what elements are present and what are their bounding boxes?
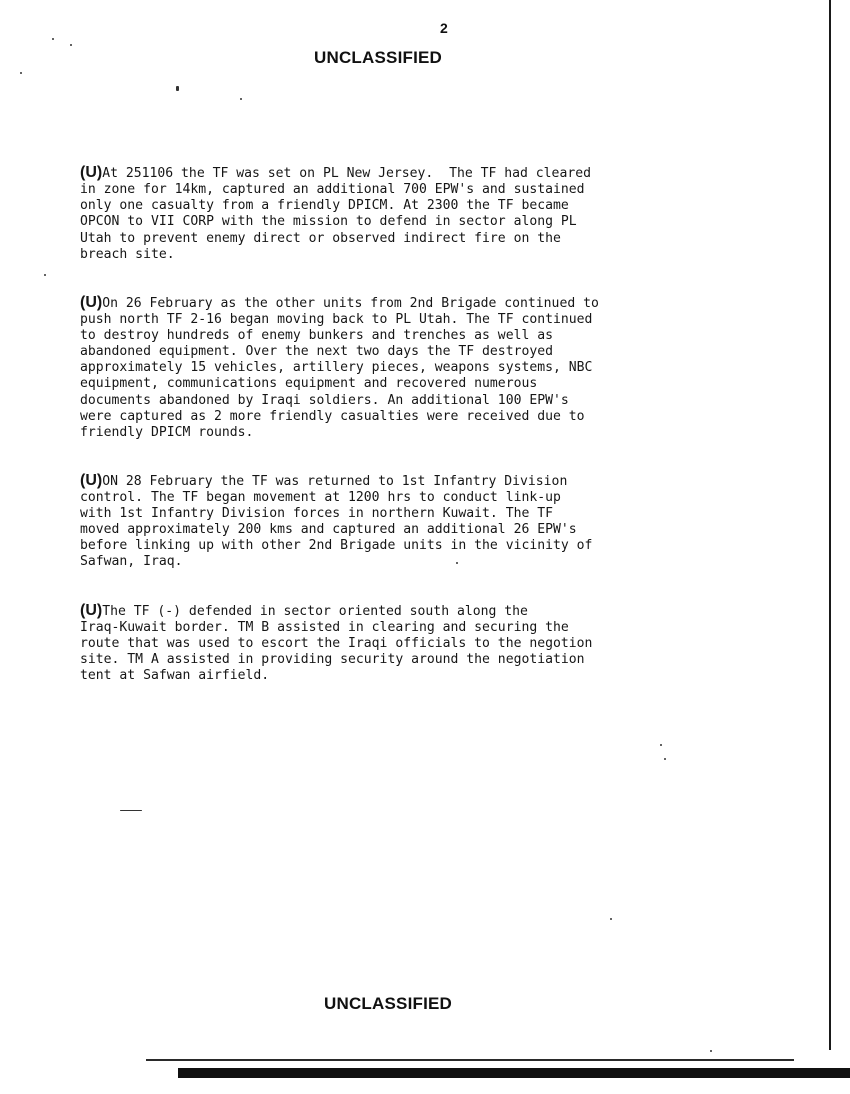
paragraph-line: OPCON to VII CORP with the mission to defend in sector along PL (80, 214, 577, 230)
scan-speck (176, 86, 179, 91)
classification-header: UNCLASSIFIED (314, 48, 443, 67)
paragraph-line: breach site. (80, 246, 175, 262)
paragraph-line: in zone for 14km, captured an additional 700 EPW's and sustained (80, 182, 585, 198)
scan-speck (456, 562, 458, 564)
paragraph-line: ON 28 February the TF was returned to 1st Infantry Division (102, 473, 568, 489)
classification-footer: UNCLASSIFIED (324, 994, 453, 1013)
paragraph-line: site. TM A assisted in providing security around the negotiation (80, 652, 585, 667)
paragraph-line: friendly DPICM rounds. (80, 424, 254, 440)
bottom-border-bar (178, 1068, 850, 1078)
paragraph-line: were captured as 2 more friendly casualties were received due to (80, 408, 585, 424)
scan-speck (660, 744, 662, 746)
scan-speck (710, 1050, 712, 1052)
scan-speck (664, 758, 666, 760)
classification-marking: (U) (80, 471, 103, 489)
right-border-line (829, 0, 831, 1050)
paragraph-line: route that was used to escort the Iraqi officials to the negotion (80, 635, 593, 651)
scan-speck (120, 810, 142, 811)
paragraph-line: abandoned equipment. Over the next two days the TF destroyed (80, 344, 553, 360)
paragraph-2 (80, 295, 740, 441)
scan-speck (240, 98, 242, 100)
paragraph-line: push north TF 2-16 began moving back to PL Utah. The TF continued (80, 312, 593, 328)
paragraph-line: control. The TF began movement at 1200 hrs to conduct link-up (80, 490, 561, 506)
scan-speck (70, 44, 72, 46)
paragraph-line: Safwan, Iraq. (80, 554, 183, 570)
classification-marking: (U) (80, 164, 103, 182)
document-body (80, 133, 740, 700)
paragraph-line: At 251106 the TF was set on PL New Jersey. The TF had cleared (102, 166, 591, 182)
scan-speck (44, 274, 46, 276)
paragraph-4 (80, 603, 740, 684)
paragraph-line: The TF (-) defended in sector oriented south along the (102, 603, 528, 619)
classification-marking: (U) (80, 601, 103, 619)
paragraph-line: only one casualty from a friendly DPICM. At 2300 the TF became (80, 198, 569, 214)
paragraph-line: equipment, communications equipment and recovered numerous (80, 376, 538, 392)
scan-speck (20, 72, 22, 74)
paragraph-line: On 26 February as the other units from 2nd Brigade continued to (102, 295, 599, 311)
scan-speck (610, 918, 612, 920)
classification-marking: (U) (80, 293, 103, 311)
paragraph-line: with 1st Infantry Division forces in northern Kuwait. The TF (80, 506, 553, 522)
paragraph-1 (80, 165, 740, 263)
paragraph-line: tent at Safwan airfield. (80, 668, 270, 684)
paragraph-line: Iraq-Kuwait border. TM B assisted in clearing and securing the (80, 619, 569, 635)
paragraph-line: moved approximately 200 kms and captured an additional 26 EPW's (80, 522, 577, 538)
paragraph-3 (80, 473, 740, 571)
scan-speck (52, 38, 54, 40)
bottom-rule (146, 1059, 794, 1061)
paragraph-line: before linking up with other 2nd Brigade units in the vicinity of (80, 538, 593, 554)
paragraph-line: to destroy hundreds of enemy bunkers and trenches as well as (80, 328, 553, 344)
page-number: 2 (440, 20, 448, 36)
paragraph-line: documents abandoned by Iraqi soldiers. An additional 100 EPW's (80, 392, 569, 408)
paragraph-line: Utah to prevent enemy direct or observed indirect fire on the (80, 230, 561, 246)
paragraph-line: approximately 15 vehicles, artillery pieces, weapons systems, NBC (80, 360, 593, 376)
